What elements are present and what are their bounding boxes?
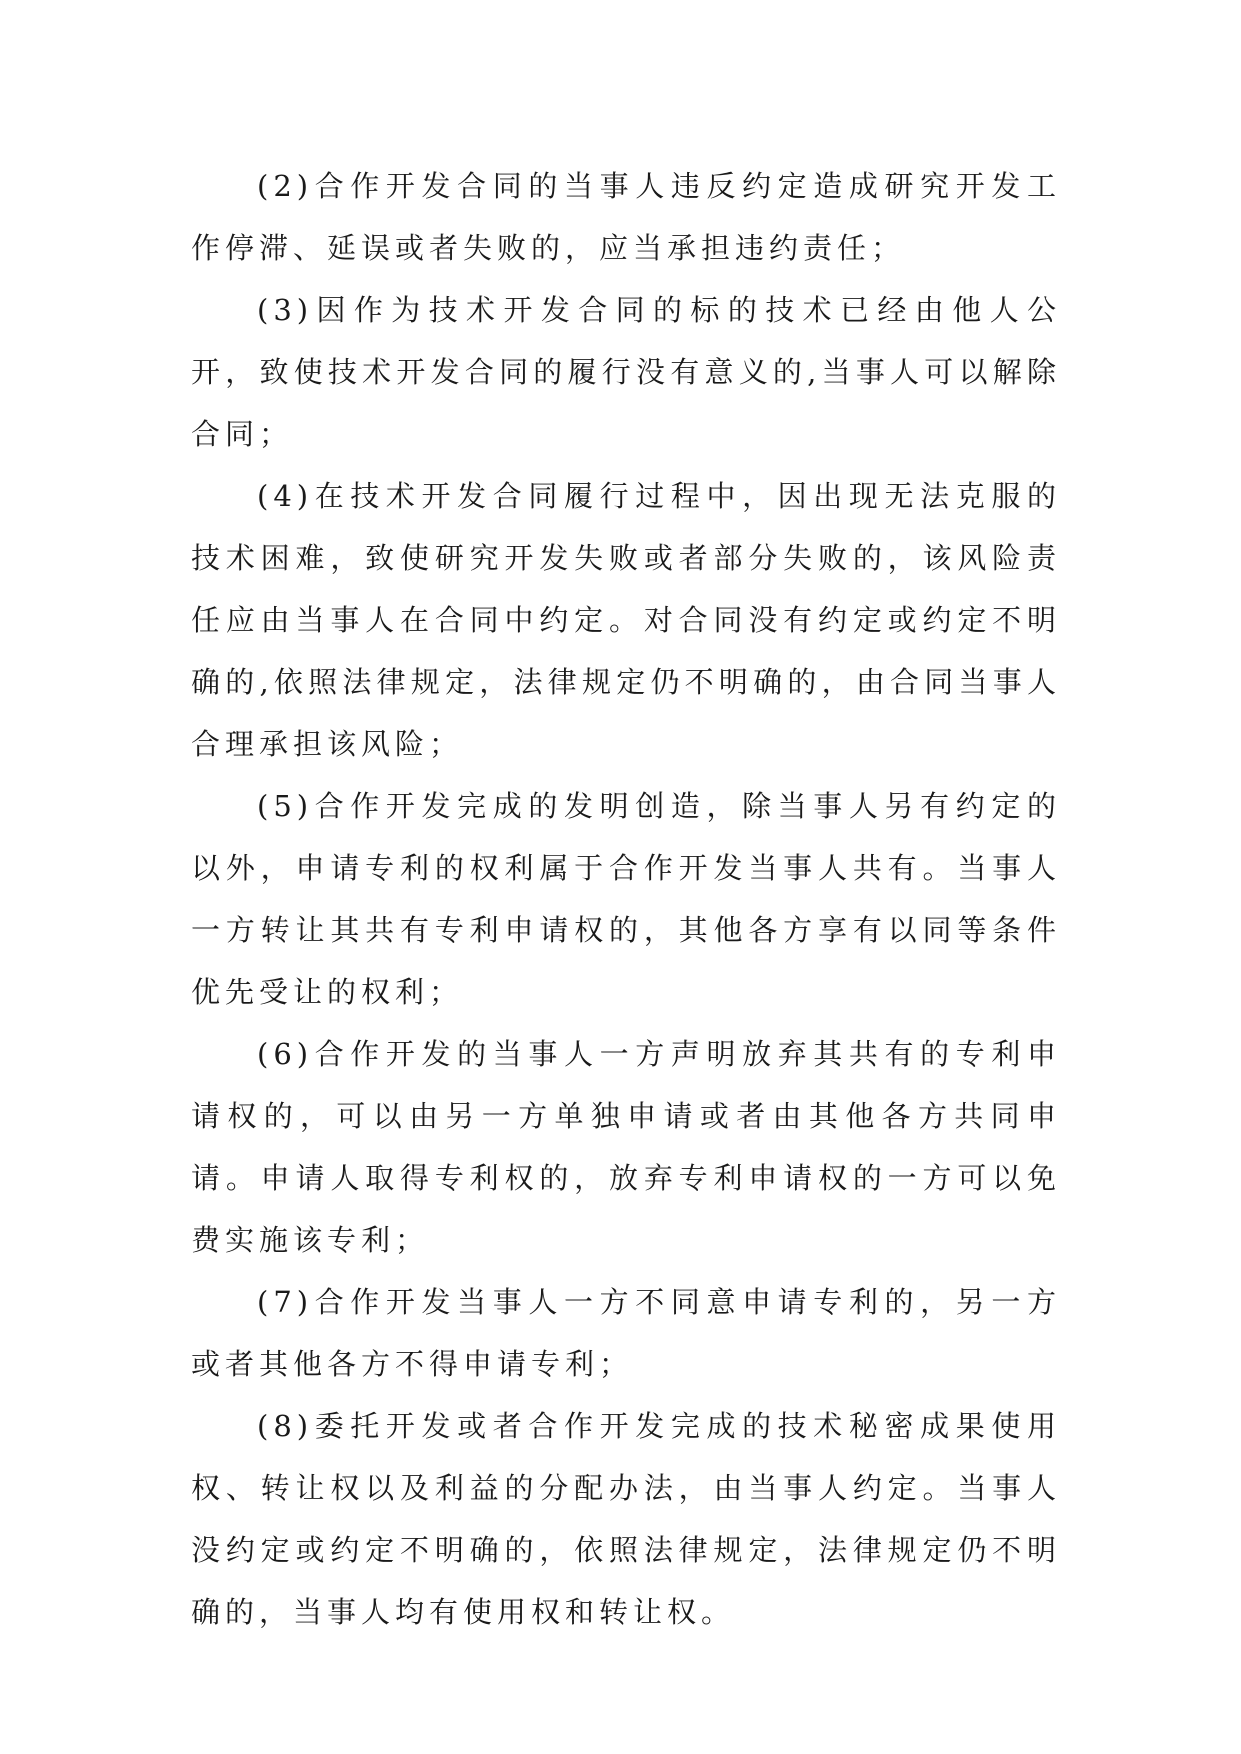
paragraph-clause-2: (2)合作开发合同的当事人违反约定造成研究开发工作停滞、延误或者失败的，应当承担违约责任；	[191, 169, 1061, 265]
paragraph-clause-6: (6)合作开发的当事人一方声明放弃其共有的专利申请权的，可以由另一方单独申请或者由其他各方共同申请。申请人取得专利权的，放弃专利申请权的一方可以免费实施该专利；	[191, 1037, 1061, 1257]
paragraph-clause-3: (3)因作为技术开发合同的标的技术已经由他人公开，致使技术开发合同的履行没有意义的,当事人可以解除合同；	[191, 293, 1061, 451]
paragraph-clause-8: (8)委托开发或者合作开发完成的技术秘密成果使用权、转让权以及利益的分配办法，由当事人约定。当事人没约定或约定不明确的，依照法律规定，法律规定仍不明确的，当事人均有使用权和转让权。	[191, 1409, 1061, 1629]
paragraph-clause-7: (7)合作开发当事人一方不同意申请专利的，另一方或者其他各方不得申请专利；	[191, 1285, 1061, 1381]
paragraph-clause-5: (5)合作开发完成的发明创造，除当事人另有约定的以外，申请专利的权利属于合作开发当事人共有。当事人一方转让其共有专利申请权的，其他各方享有以同等条件优先受让的权利；	[191, 789, 1061, 1009]
paragraph-clause-4: (4)在技术开发合同履行过程中，因出现无法克服的技术困难，致使研究开发失败或者部分失败的，该风险责任应由当事人在合同中约定。对合同没有约定或约定不明确的,依照法律规定，法律规定仍不明确的，由合同当事人合理承担该风险；	[191, 479, 1061, 761]
document-body	[191, 155, 1061, 1643]
